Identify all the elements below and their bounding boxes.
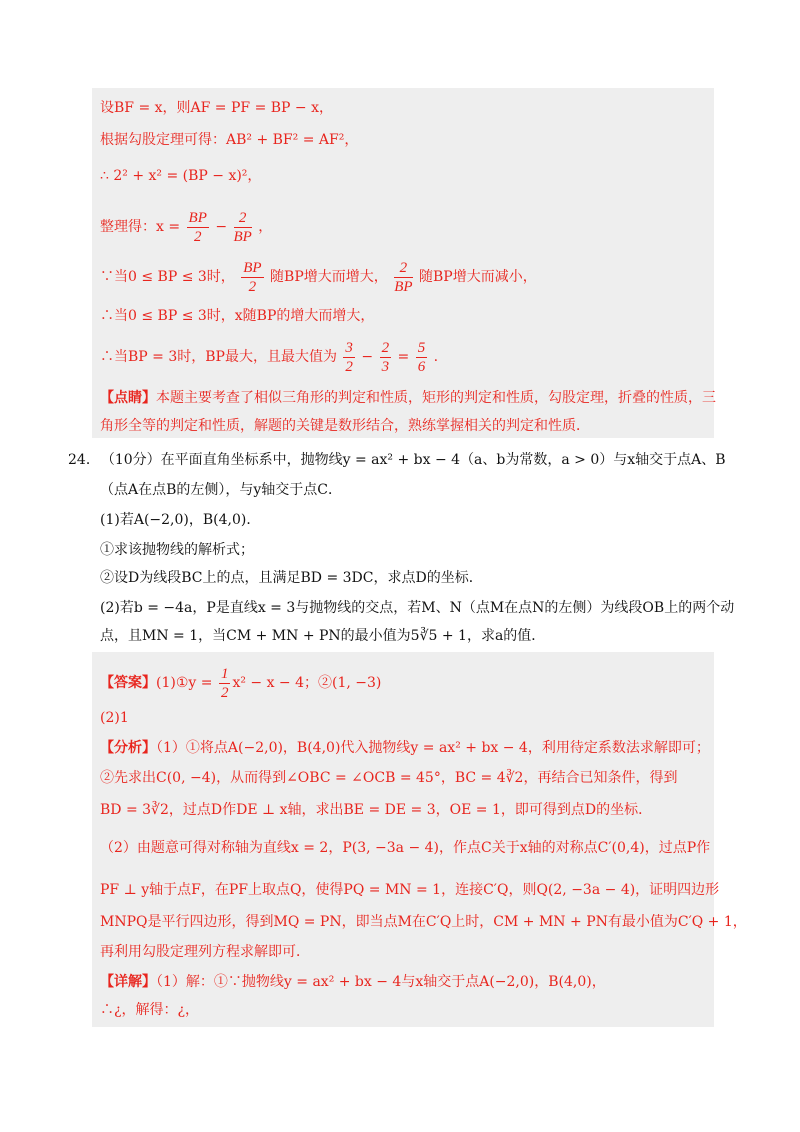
fraction-denominator: BP: [233, 228, 252, 245]
step-pythagoras: 根据勾股定理可得：AB² + BF² = AF²，: [100, 132, 359, 148]
fraction-bp-over-2: [187, 209, 209, 246]
fraction-3-over-2: [343, 339, 355, 376]
simplify-lead: 整理得：x =: [100, 219, 181, 235]
simplify-tail: ，: [258, 219, 273, 235]
step-max-value: [100, 336, 438, 378]
fraction-numerator: BP: [188, 209, 207, 226]
minus-sign: −: [361, 349, 374, 365]
fraction-denominator: 2: [345, 358, 353, 375]
fraction-numerator: 2: [394, 259, 412, 278]
step-equation: ∴ 2² + x² = (BP − x)²，: [100, 168, 262, 184]
fraction-numerator: 5: [417, 339, 426, 356]
fraction-numerator: 2: [381, 339, 390, 356]
comment-line-1: [100, 388, 716, 408]
fraction-denominator: 2: [248, 278, 257, 295]
max-lead: ∴当BP = 3时，BP最大，且最大值为: [100, 349, 337, 365]
answer-line-2: (2)1: [100, 710, 129, 726]
detail-text-1: （1）解：①∵抛物线y = ax² + bx − 4与x轴交于点A(−2,0)，B(4,0)，: [156, 974, 606, 990]
comment-text-1: 本题主要考查了相似三角形的判定和性质，矩形的判定和性质，勾股定理，折叠的性质，三: [156, 390, 716, 406]
problem-question-2: ②设D为线段BC上的点，且满足BD = 3DC，求点D的坐标．: [100, 570, 483, 586]
analysis-line-7: 再利用勾股定理列方程求解即可．: [100, 944, 310, 960]
fraction-1-over-2: [219, 665, 231, 702]
fraction-5-over-6: [416, 339, 428, 376]
comment-line-2: 角形全等的判定和性质，解题的关键是数形结合，熟练掌握相关的判定和性质．: [100, 418, 590, 434]
fraction-bp-over-2: [241, 259, 263, 296]
step-set-bf: 设BF = x，则AF = PF = BP − x，: [100, 100, 333, 116]
fraction-numerator: 2: [234, 209, 252, 228]
problem-line-2: （点A在点B的左侧），与y轴交于点C．: [100, 482, 343, 498]
because-tail: 随BP增大而减小，: [418, 269, 537, 285]
answer-line-1: [100, 662, 381, 704]
problem-line-1: [68, 450, 726, 470]
answer-part-1-pre: (1)①y =: [156, 675, 213, 691]
step-therefore-increase: ∴当0 ≤ BP ≤ 3时，x随BP的增大而增大，: [100, 308, 375, 324]
fraction-numerator: 3: [345, 339, 353, 356]
analysis-label: 【分析】: [100, 740, 156, 756]
fraction-denominator: 6: [417, 358, 426, 375]
fraction-2-over-bp: [394, 259, 412, 296]
fraction-denominator: 3: [381, 358, 390, 375]
detail-label: 【详解】: [100, 974, 156, 990]
fraction-2-over-3: [380, 339, 392, 376]
detail-line-2: ∴¿，解得：¿，: [100, 1002, 200, 1018]
problem-part-1: (1)若A(−2,0)，B(4,0)．: [100, 512, 261, 528]
analysis-line-1: [100, 738, 710, 758]
fraction-numerator: 1: [220, 665, 229, 682]
answer-label: 【答案】: [100, 675, 156, 691]
minus-sign: −: [215, 219, 228, 235]
analysis-line-3: BD = 3∛2，过点D作DE ⊥ x轴，求出BE = DE = 3，OE = 1，即可得到点D的坐标．: [100, 802, 653, 818]
comment-label: 【点睛】: [100, 390, 156, 406]
analysis-text-1: （1）①将点A(−2,0)，B(4,0)代入抛物线y = ax² + bx − 4，利用待定系数法求解即可；: [156, 740, 710, 756]
because-lead: ∵当0 ≤ BP ≤ 3时，: [100, 269, 235, 285]
problem-part-2-line-2: 点，且MN = 1，当CM + MN + PN的最小值为5∛5 + 1，求a的值．: [100, 628, 546, 644]
analysis-line-5: PF ⊥ y轴于点F，在PF上取点Q，使得PQ = MN = 1，连接C′Q，则Q(2, −3a − 4)，证明四边形: [100, 882, 720, 898]
step-simplify: [100, 206, 272, 248]
answer-part-1-post: x² − x − 4；②(1, −3): [232, 675, 382, 691]
because-mid: 随BP增大而增大，: [270, 269, 388, 285]
fraction-denominator: 2: [193, 228, 202, 245]
fraction-2-over-bp: [234, 209, 252, 246]
problem-number: 24．: [68, 452, 100, 468]
problem-part-2-line-1: (2)若b = −4a，P是直线x = 3与抛物线的交点，若M、N（点M在点N的左侧）为线段OB上的两个动: [100, 600, 735, 616]
fraction-numerator: BP: [243, 259, 262, 276]
fraction-denominator: BP: [394, 278, 413, 295]
analysis-line-6: MNPQ是平行四边形，得到MQ = PN，即当点M在C′Q上时，CM + MN + PN有最小值为C′Q + 1，: [100, 914, 747, 930]
problem-question-1: ①求该抛物线的解析式；: [100, 542, 254, 558]
equals-sign: =: [397, 349, 410, 365]
detail-line-1: [100, 972, 606, 992]
analysis-line-4: （2）由题意可得对称轴为直线x = 2，P(3, −3a − 4)，作点C关于x轴的对称点C′(0,4)，过点P作: [100, 840, 711, 856]
analysis-line-2: ②先求出C(0, −4)，从而得到∠OBC = ∠OCB = 45°，BC = 4∛2，再结合已知条件，得到: [100, 770, 678, 786]
max-tail: .: [433, 349, 439, 365]
problem-stem-1: （10分）在平面直角坐标系中，抛物线y = ax² + bx − 4（a、b为常数，a > 0）与x轴交于点A、B: [107, 452, 726, 468]
fraction-denominator: 2: [220, 684, 229, 701]
step-monotonic: [100, 256, 537, 298]
